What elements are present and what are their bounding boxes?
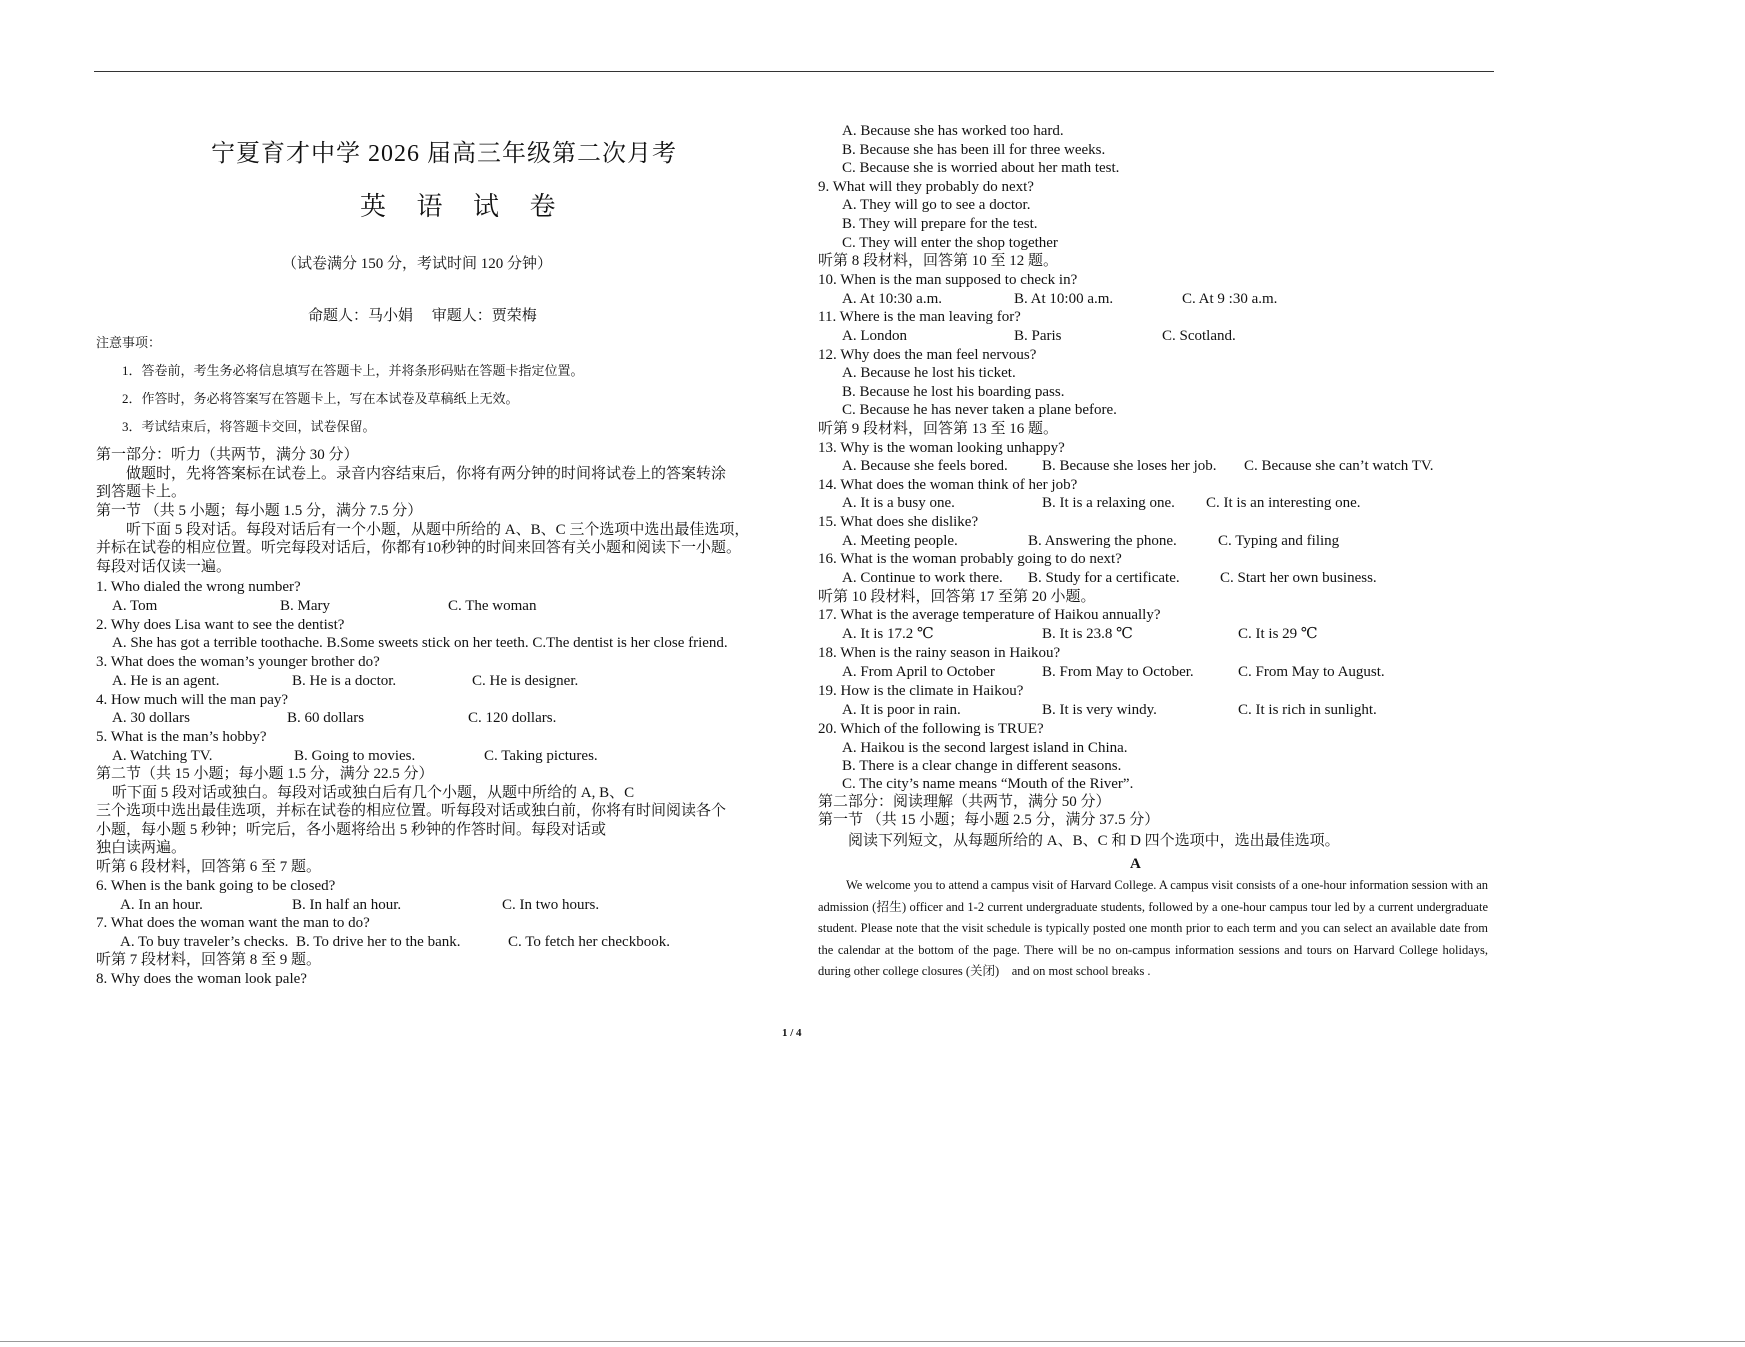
option: A. They will go to see a doctor. bbox=[842, 197, 1031, 213]
option: B. It is 23.8 ℃ bbox=[1042, 626, 1133, 642]
section1-intro: 并标在试卷的相应位置。听完每段对话后，你都有10秒钟的时间来回答有关小题和阅读下一小题。 bbox=[96, 540, 742, 556]
question: 12. Why does the man feel nervous? bbox=[818, 347, 1037, 363]
option: B. At 10:00 a.m. bbox=[1014, 291, 1114, 307]
option: B. Because she loses her job. bbox=[1042, 458, 1217, 474]
option: A. It is poor in rain. bbox=[842, 702, 961, 718]
option: C. Start her own business. bbox=[1220, 570, 1377, 586]
option: C. From May to August. bbox=[1238, 664, 1385, 680]
option: A. At 10:30 a.m. bbox=[842, 291, 942, 307]
option: C. At 9 :30 a.m. bbox=[1182, 291, 1278, 307]
option: A. Continue to work there. bbox=[842, 570, 1003, 586]
option: A. To buy traveler’s checks. bbox=[120, 934, 289, 950]
option: A. Because she feels bored. bbox=[842, 458, 1008, 474]
option: B. He is a doctor. bbox=[292, 673, 397, 689]
question: 7. What does the woman want the man to do? bbox=[96, 915, 370, 931]
option: C. Because she is worried about her math test. bbox=[842, 160, 1120, 176]
option: C. It is an interesting one. bbox=[1206, 495, 1361, 511]
question: 19. How is the climate in Haikou? bbox=[818, 683, 1024, 699]
option: B. 60 dollars bbox=[287, 710, 365, 726]
top-rule bbox=[94, 71, 1494, 72]
section1-intro: 听下面 5 段对话。每段对话后有一个小题，从题中所给的 A、B、C 三个选项中选出最佳选项， bbox=[126, 522, 750, 538]
question: 8. Why does the woman look pale? bbox=[96, 971, 307, 987]
question: 15. What does she dislike? bbox=[818, 514, 979, 530]
option: B. Because she has been ill for three weeks. bbox=[842, 142, 1106, 158]
authors: 命题人：马小娟 审题人：贾荣梅 bbox=[308, 308, 537, 324]
question: 17. What is the average temperature of Haikou annually? bbox=[818, 607, 1161, 623]
option: A. 30 dollars bbox=[112, 710, 190, 726]
part2-heading: 第二部分：阅读理解（共两节，满分 50 分） bbox=[818, 794, 1111, 810]
question: 20. Which of the following is TRUE? bbox=[818, 721, 1044, 737]
option: C. He is designer. bbox=[472, 673, 579, 689]
exam-title: 宁夏育才中学 2026 届高三年级第二次月考 bbox=[211, 141, 677, 167]
option: C. To fetch her checkbook. bbox=[508, 934, 670, 950]
material-label: 听第 6 段材料，回答第 6 至 7 题。 bbox=[96, 859, 322, 875]
part2-section1-heading: 第一节 （共 15 小题；每小题 2.5 分，满分 37.5 分） bbox=[818, 812, 1160, 828]
option: C. The woman bbox=[448, 598, 537, 614]
part2-intro: 阅读下列短文，从每题所给的 A、B、C 和 D 四个选项中，选出最佳选项。 bbox=[848, 833, 1340, 849]
option: B. From May to October. bbox=[1042, 664, 1194, 680]
option: B. It is a relaxing one. bbox=[1042, 495, 1175, 511]
passage-label: A bbox=[1130, 856, 1141, 872]
reading-passage: We welcome you to attend a campus visit of Harvard College. A campus visit consists of a one-hour information session with an admission (招生) officer and 1-2 current undergraduate students, followed by a one-hour campus tour led by a current undergraduate student. Please note that the visit schedule is typically posted one month prior to each term and you can select an available date from the calendar at the bottom of the page. There will be no on-campus information sessions and tours on Harvard College holidays, during other college closures (关闭) and on most school breaks . bbox=[818, 878, 1488, 978]
option: C. Because he has never taken a plane before. bbox=[842, 402, 1117, 418]
notes-heading: 注意事项： bbox=[96, 335, 162, 350]
option: A. London bbox=[842, 328, 907, 344]
option: A. Because she has worked too hard. bbox=[842, 123, 1064, 139]
option: C. In two hours. bbox=[502, 897, 600, 913]
part1-intro: 做题时，先将答案标在试卷上。录音内容结束后，你将有两分钟的时间将试卷上的答案转涂 bbox=[126, 466, 727, 482]
bottom-rule bbox=[0, 1341, 1745, 1342]
note-item: 2．作答时，务必将答案写在答题卡上，写在本试卷及草稿纸上无效。 bbox=[122, 391, 519, 406]
section2-heading: 第二节（共 15 小题；每小题 1.5 分，满分 22.5 分） bbox=[96, 766, 434, 782]
part1-intro: 到答题卡上。 bbox=[96, 484, 187, 500]
question: 18. When is the rainy season in Haikou? bbox=[818, 645, 1061, 661]
option: B. It is very windy. bbox=[1042, 702, 1157, 718]
option: C. It is rich in sunlight. bbox=[1238, 702, 1377, 718]
option: B. Because he lost his boarding pass. bbox=[842, 384, 1065, 400]
question: 14. What does the woman think of her job? bbox=[818, 477, 1078, 493]
question: 3. What does the woman’s younger brother do? bbox=[96, 654, 380, 670]
option: B. Study for a certificate. bbox=[1028, 570, 1180, 586]
question: 6. When is the bank going to be closed? bbox=[96, 878, 336, 894]
section1-intro: 每段对话仅读一遍。 bbox=[96, 559, 232, 575]
section2-intro: 三个选项中选出最佳选项，并标在试卷的相应位置。听每段对话或独白前，你将有时间阅读各个 bbox=[96, 803, 727, 819]
option: C. Because she can’t watch TV. bbox=[1244, 458, 1434, 474]
option: A. In an hour. bbox=[120, 897, 203, 913]
option: C. They will enter the shop together bbox=[842, 235, 1058, 251]
option: B. To drive her to the bank. bbox=[296, 934, 461, 950]
score-info: （试卷满分 150 分，考试时间 120 分钟） bbox=[282, 256, 553, 272]
question: 16. What is the woman probably going to do next? bbox=[818, 551, 1122, 567]
material-label: 听第 9 段材料，回答第 13 至 16 题。 bbox=[818, 421, 1059, 437]
option: B. Going to movies. bbox=[294, 748, 416, 764]
option: B. They will prepare for the test. bbox=[842, 216, 1038, 232]
page-number: 1 / 4 bbox=[782, 1027, 802, 1039]
option: B. Answering the phone. bbox=[1028, 533, 1177, 549]
note-item: 1．答卷前，考生务必将信息填写在答题卡上，并将条形码贴在答题卡指定位置。 bbox=[122, 363, 584, 378]
section1-heading: 第一节 （共 5 小题；每小题 1.5 分，满分 7.5 分） bbox=[96, 503, 423, 519]
question: 11. Where is the man leaving for? bbox=[818, 309, 1021, 325]
part1-heading: 第一部分：听力（共两节，满分 30 分） bbox=[96, 447, 359, 463]
question: 5. What is the man’s hobby? bbox=[96, 729, 267, 745]
option: A. Because he lost his ticket. bbox=[842, 365, 1016, 381]
option: A. Haikou is the second largest island in China. bbox=[842, 740, 1128, 756]
option: A. Watching TV. bbox=[112, 748, 213, 764]
option: B. In half an hour. bbox=[292, 897, 402, 913]
option: A. It is 17.2 ℃ bbox=[842, 626, 934, 642]
option: C. Taking pictures. bbox=[484, 748, 598, 764]
option: B. Paris bbox=[1014, 328, 1062, 344]
option: B. Mary bbox=[280, 598, 330, 614]
question: 2. Why does Lisa want to see the dentist? bbox=[96, 617, 345, 633]
question: 13. Why is the woman looking unhappy? bbox=[818, 440, 1065, 456]
option: C. 120 dollars. bbox=[468, 710, 557, 726]
material-label: 听第 10 段材料，回答第 17 至第 20 小题。 bbox=[818, 589, 1096, 605]
option: A. Meeting people. bbox=[842, 533, 958, 549]
option: C. Scotland. bbox=[1162, 328, 1236, 344]
option: A. From April to October bbox=[842, 664, 995, 680]
option: A. Tom bbox=[112, 598, 158, 614]
option: C. Typing and filing bbox=[1218, 533, 1340, 549]
option: A. He is an agent. bbox=[112, 673, 220, 689]
exam-subject: 英 语 试 卷 bbox=[360, 192, 568, 221]
material-label: 听第 7 段材料，回答第 8 至 9 题。 bbox=[96, 952, 322, 968]
option: C. The city’s name means “Mouth of the River”. bbox=[842, 776, 1134, 792]
question: 9. What will they probably do next? bbox=[818, 179, 1034, 195]
note-item: 3．考试结束后，将答题卡交回，试卷保留。 bbox=[122, 419, 376, 434]
question: 1. Who dialed the wrong number? bbox=[96, 579, 301, 595]
question: 10. When is the man supposed to check in? bbox=[818, 272, 1078, 288]
section2-intro: 独白读两遍。 bbox=[96, 840, 187, 856]
question: 4. How much will the man pay? bbox=[96, 692, 289, 708]
section2-intro: 小题，每小题 5 秒钟；听完后，各小题将给出 5 秒钟的作答时间。每段对话或 bbox=[96, 822, 607, 838]
option: A. It is a busy one. bbox=[842, 495, 955, 511]
option: A. She has got a terrible toothache. B.Some sweets stick on her teeth. C.The dentist is her close friend. bbox=[112, 635, 728, 651]
option: B. There is a clear change in different seasons. bbox=[842, 758, 1122, 774]
material-label: 听第 8 段材料，回答第 10 至 12 题。 bbox=[818, 253, 1059, 269]
section2-intro: 听下面 5 段对话或独白。每段对话或独白后有几个小题，从题中所给的 A, B、C bbox=[112, 785, 635, 801]
option: C. It is 29 ℃ bbox=[1238, 626, 1318, 642]
